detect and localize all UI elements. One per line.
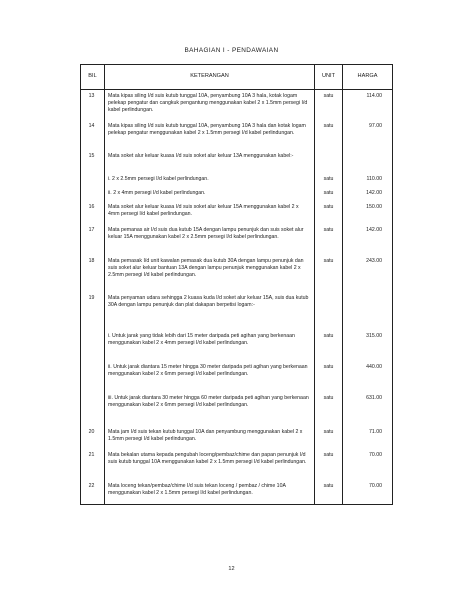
page-number: 12 [228,566,235,572]
table-row [81,224,393,255]
row-harga: 142.00 [343,187,393,201]
row-keterangan: Mata pemanas air I/d suis dua kutub 15A dengan lampu penunjuk dan suis soket alur keluar 15A menggunakan kabel 2 x 2.5mm persegi I/d kabel perlindungan. [105,224,315,255]
table-row [81,426,393,449]
table-row [81,90,393,120]
row-keterangan: ii. 2 x 4mm persegi I/d kabel perlindungan. [105,187,315,201]
row-harga: 97.00 [343,120,393,150]
row-unit [315,150,343,173]
row-unit: satu [315,255,343,292]
row-keterangan: ii. Untuk jarak diantara 15 meter hingga 30 meter daripada peti agihan yang berkenaan menggunakan kabel 2 x 6mm persegi I/d kabel perlindungan. [105,361,315,392]
row-keterangan: Mata jam I/d suis tekan kutub tunggal 10A dan penyambung menggunakan kabel 2 x 1.5mm persegi I/d kabel perlindungan. [105,426,315,449]
header-harga: HARGA [343,65,393,90]
row-unit: satu [315,187,343,201]
row-bil [81,361,105,392]
table-row [81,120,393,150]
row-keterangan: Mata loceng tekan/pembaz/chime I/d suis tekan loceng / pembaz / chime 10A menggunakan kabel 2 x 1.5mm persegi I/d kabel perlindungan. [105,480,315,505]
row-bil: 16 [81,201,105,224]
price-table [80,64,393,505]
row-keterangan: Mata penyaman udara sehingga 2 kuasa kuda I/d soket alur keluar 15A, suis dua kutub 30A dengan lampu penunjuk dan plat dakapan berpetisi logam:- [105,292,315,330]
row-bil: 15 [81,150,105,173]
table-row [81,173,393,187]
row-bil: 14 [81,120,105,150]
table-row [81,292,393,330]
table-header-row [81,65,393,90]
row-unit: satu [315,173,343,187]
header-unit: UNIT [315,65,343,90]
row-keterangan: iii. Untuk jarak diantara 30 meter hingga 60 meter daripada peti agihan yang berkenaan menggunakan kabel 2 x 6mm persegi I/d kabel perlindungan. [105,392,315,426]
row-unit: satu [315,449,343,480]
row-bil: 22 [81,480,105,505]
row-keterangan: i. 2 x 2.5mm persegi I/d kabel perlindungan. [105,173,315,187]
row-unit: satu [315,90,343,120]
row-bil: 13 [81,90,105,120]
row-harga: 440.00 [343,361,393,392]
row-bil: 19 [81,292,105,330]
row-harga: 70.00 [343,449,393,480]
row-keterangan: Mata kipas siling I/d suis kutub tunggal 10A, penyambung 10A 3 hala, kotak logam pelekap pengatur dan cangkuk pengantung menggunakan kabel 2 x 1.5mm persegi I/d kabel perlindungan. [105,90,315,120]
row-bil: 17 [81,224,105,255]
row-keterangan: i. Untuk jarak yang tidak lebih dari 15 meter daripada peti agihan yang berkenaan menggunakan kabel 2 x 4mm persegi I/d kabel perlindungan. [105,330,315,361]
table-row [81,201,393,224]
row-bil: 20 [81,426,105,449]
row-unit: satu [315,330,343,361]
row-keterangan: Mata soket alur keluar kuasa I/d suis soket alur keluar 13A menggunakan kabel:- [105,150,315,173]
row-bil: 21 [81,449,105,480]
table-row [81,255,393,292]
row-harga: 243.00 [343,255,393,292]
row-harga: 142.00 [343,224,393,255]
row-bil [81,330,105,361]
row-unit: satu [315,361,343,392]
row-keterangan: Mata bekalan utama kepada pengubah loceng/pembaz/chime dan papan penunjuk I/d suis kutub tunggal 10A menggunakan kabel 2 x 1.5mm persegi I/d kabel perlindungan. [105,449,315,480]
row-harga [343,150,393,173]
row-harga: 150.00 [343,201,393,224]
row-unit: satu [315,480,343,505]
row-harga: 315.00 [343,330,393,361]
row-keterangan: Mata soket alur keluar kuasa I/d suis soket alur keluar 15A menggunakan kabel 2 x 4mm persegi I/d kabel perlindungan. [105,201,315,224]
row-unit: satu [315,120,343,150]
table-row [81,480,393,505]
row-bil: 18 [81,255,105,292]
row-bil [81,173,105,187]
row-keterangan: Mata pemasak I/d unit kawalan pemasak dua kutub 30A dengan lampu penunjuk dan suis soket alur keluar bantuan 13A dengan lampu penunjuk menggunakan kabel 2 x 2.5mm persegi I/d kabel perlindungan. [105,255,315,292]
row-unit: satu [315,201,343,224]
row-unit: satu [315,392,343,426]
page-title: BAHAGIAN I - PENDAWAIAN [184,47,279,54]
table-row [81,361,393,392]
row-harga: 71.00 [343,426,393,449]
row-bil [81,187,105,201]
header-keterangan: KETERANGAN [105,65,315,90]
table-row [81,187,393,201]
table-row [81,330,393,361]
row-unit [315,292,343,330]
table-row [81,150,393,173]
row-unit: satu [315,224,343,255]
row-unit: satu [315,426,343,449]
row-harga [343,292,393,330]
row-harga: 70.00 [343,480,393,505]
row-harga: 110.00 [343,173,393,187]
row-bil [81,392,105,426]
header-bil: BIL [81,65,105,90]
row-keterangan: Mata kipas siling I/d suis kutub tunggal 10A, penyambung 10A 3 hala dan kotak logam pelekap pengatur menggunakan kabel 2 x 1.5mm persegi I/d kabel perlindungan. [105,120,315,150]
row-harga: 114.00 [343,90,393,120]
table-row [81,392,393,426]
row-harga: 631.00 [343,392,393,426]
table-row [81,449,393,480]
